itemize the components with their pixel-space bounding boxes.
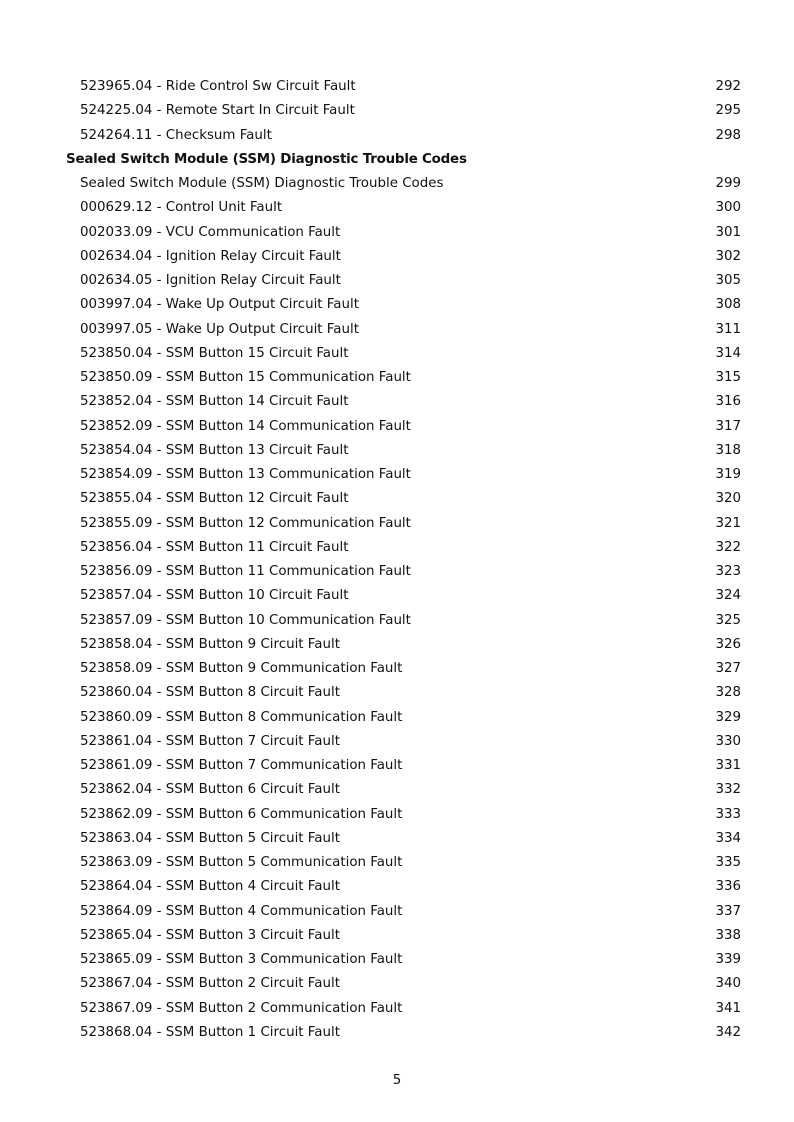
toc-entry-page: 335: [715, 855, 741, 870]
toc-entry-title: 523858.09 - SSM Button 9 Communication Fault: [80, 661, 403, 676]
toc-entry-title: 523868.04 - SSM Button 1 Circuit Fault: [80, 1024, 340, 1040]
toc-entry[interactable]: [0, 463, 794, 487]
toc-entry-page: 317: [715, 418, 741, 434]
toc-entry[interactable]: [0, 487, 794, 511]
toc-entry-page: 322: [715, 539, 741, 555]
toc-entry-page: 323: [715, 564, 741, 579]
toc-entry-page: 329: [715, 709, 741, 725]
toc-entry-page: 299: [715, 176, 741, 191]
toc-entry[interactable]: [0, 439, 794, 463]
toc-entry-page: 331: [715, 758, 741, 773]
toc-entry[interactable]: [0, 706, 794, 730]
toc-entry-title: Sealed Switch Module (SSM) Diagnostic Trouble Codes: [80, 176, 444, 191]
toc-entry-page: 298: [715, 127, 741, 143]
toc-entry-title: 002634.04 - Ignition Relay Circuit Fault: [80, 248, 341, 264]
toc-entry-title: 523862.04 - SSM Button 6 Circuit Fault: [80, 782, 340, 798]
toc-entry[interactable]: [0, 536, 794, 560]
toc-entry[interactable]: [0, 99, 794, 123]
toc-entry-page: 325: [715, 612, 741, 628]
toc-entry-title: Sealed Switch Module (SSM) Diagnostic Trouble Codes: [66, 151, 467, 167]
toc-entry[interactable]: [0, 948, 794, 972]
toc-entry-title: 523867.09 - SSM Button 2 Communication Fault: [80, 1000, 403, 1016]
toc-entry-page: 314: [715, 345, 741, 361]
toc-entry[interactable]: [0, 172, 794, 196]
toc-entry-title: 523855.04 - SSM Button 12 Circuit Fault: [80, 491, 349, 507]
toc-entry[interactable]: [0, 293, 794, 317]
toc-entry-page: 342: [715, 1024, 741, 1040]
toc-entry[interactable]: [0, 730, 794, 754]
toc-entry-title: 523852.09 - SSM Button 14 Communication Fault: [80, 418, 411, 434]
toc-entry-page: 319: [715, 467, 741, 482]
toc-entry-title: 523850.04 - SSM Button 15 Circuit Fault: [80, 345, 349, 361]
toc-entry-page: 301: [715, 224, 741, 240]
toc-entry-page: 341: [715, 1000, 741, 1016]
toc-entry[interactable]: [0, 245, 794, 269]
toc-entry[interactable]: [0, 633, 794, 657]
toc-entry[interactable]: [0, 560, 794, 584]
toc-entry-title: 523852.04 - SSM Button 14 Circuit Fault: [80, 394, 349, 410]
table-of-contents: [0, 75, 794, 1045]
toc-entry[interactable]: [0, 754, 794, 778]
toc-entry[interactable]: [0, 924, 794, 948]
toc-entry-title: 523856.09 - SSM Button 11 Communication Fault: [80, 564, 411, 579]
toc-entry-title: 523856.04 - SSM Button 11 Circuit Fault: [80, 539, 349, 555]
toc-entry-page: 333: [715, 806, 741, 822]
toc-entry-page: 318: [715, 442, 741, 458]
toc-entry-title: 523858.04 - SSM Button 9 Circuit Fault: [80, 636, 340, 652]
page-number: 5: [392, 1073, 402, 1088]
toc-entry-title: 524264.11 - Checksum Fault: [80, 127, 272, 143]
toc-entry-page: 320: [715, 491, 741, 507]
toc-entry[interactable]: [0, 584, 794, 608]
toc-entry[interactable]: [0, 1021, 794, 1045]
toc-entry-page: 338: [715, 927, 741, 943]
toc-entry-page: 305: [715, 273, 741, 288]
toc-entry-page: 300: [715, 200, 741, 216]
toc-entry-title: 523860.04 - SSM Button 8 Circuit Fault: [80, 685, 340, 701]
toc-entry-title: 003997.05 - Wake Up Output Circuit Fault: [80, 321, 359, 337]
toc-entry-title: 002634.05 - Ignition Relay Circuit Fault: [80, 273, 341, 288]
toc-entry-page: 339: [715, 952, 741, 967]
toc-entry-title: 524225.04 - Remote Start In Circuit Fault: [80, 103, 355, 119]
toc-entry-page: 328: [715, 685, 741, 701]
toc-entry-title: 523860.09 - SSM Button 8 Communication Fault: [80, 709, 403, 725]
toc-entry-title: 523850.09 - SSM Button 15 Communication Fault: [80, 370, 411, 385]
toc-entry-page: 336: [715, 879, 741, 895]
toc-entry[interactable]: [0, 390, 794, 414]
toc-entry[interactable]: [0, 269, 794, 293]
toc-entry[interactable]: [0, 75, 794, 99]
toc-entry[interactable]: [0, 778, 794, 802]
toc-entry[interactable]: [0, 972, 794, 996]
toc-entry-page: 302: [715, 248, 741, 264]
toc-entry[interactable]: [0, 900, 794, 924]
toc-section-heading: [0, 148, 794, 172]
toc-entry[interactable]: [0, 657, 794, 681]
toc-entry[interactable]: [0, 875, 794, 899]
toc-entry-page: 326: [715, 636, 741, 652]
toc-entry-page: 308: [715, 297, 741, 313]
toc-entry[interactable]: [0, 681, 794, 705]
toc-entry[interactable]: [0, 512, 794, 536]
toc-entry-title: 523855.09 - SSM Button 12 Communication Fault: [80, 515, 411, 531]
toc-entry-title: 523861.04 - SSM Button 7 Circuit Fault: [80, 733, 340, 749]
toc-entry-page: 332: [715, 782, 741, 798]
toc-entry-title: 523965.04 - Ride Control Sw Circuit Fault: [80, 79, 356, 94]
toc-entry-page: 292: [715, 79, 741, 94]
toc-entry[interactable]: [0, 415, 794, 439]
toc-entry-page: 324: [715, 588, 741, 604]
toc-entry-page: 295: [715, 103, 741, 119]
toc-entry-title: 003997.04 - Wake Up Output Circuit Fault: [80, 297, 359, 313]
toc-entry[interactable]: [0, 366, 794, 390]
toc-entry[interactable]: [0, 851, 794, 875]
toc-entry-page: 340: [715, 976, 741, 992]
toc-entry-title: 523865.04 - SSM Button 3 Circuit Fault: [80, 927, 340, 943]
toc-entry[interactable]: [0, 318, 794, 342]
toc-entry-title: 523862.09 - SSM Button 6 Communication Fault: [80, 806, 403, 822]
toc-entry[interactable]: [0, 342, 794, 366]
toc-entry-title: 523864.09 - SSM Button 4 Communication Fault: [80, 903, 403, 919]
toc-entry[interactable]: [0, 124, 794, 148]
toc-entry-page: 311: [715, 321, 741, 337]
toc-entry-title: 523864.04 - SSM Button 4 Circuit Fault: [80, 879, 340, 895]
toc-entry-page: 321: [715, 515, 741, 531]
toc-entry-title: 523863.04 - SSM Button 5 Circuit Fault: [80, 830, 340, 846]
toc-entry-title: 523863.09 - SSM Button 5 Communication Fault: [80, 855, 403, 870]
toc-entry-page: 316: [715, 394, 741, 410]
toc-entry-page: 327: [715, 661, 741, 676]
toc-entry[interactable]: [0, 997, 794, 1021]
toc-entry[interactable]: [0, 827, 794, 851]
toc-entry-title: 523857.09 - SSM Button 10 Communication Fault: [80, 612, 411, 628]
toc-entry[interactable]: [0, 196, 794, 220]
toc-entry-title: 002033.09 - VCU Communication Fault: [80, 224, 341, 240]
toc-entry-title: 523865.09 - SSM Button 3 Communication Fault: [80, 952, 403, 967]
toc-entry[interactable]: [0, 221, 794, 245]
toc-entry-page: 337: [715, 903, 741, 919]
toc-entry-title: 523854.09 - SSM Button 13 Communication Fault: [80, 467, 411, 482]
toc-entry-title: 523854.04 - SSM Button 13 Circuit Fault: [80, 442, 349, 458]
toc-entry[interactable]: [0, 609, 794, 633]
toc-entry-title: 000629.12 - Control Unit Fault: [80, 200, 283, 216]
toc-entry-title: 523857.04 - SSM Button 10 Circuit Fault: [80, 588, 349, 604]
toc-entry-title: 523861.09 - SSM Button 7 Communication Fault: [80, 758, 403, 773]
toc-entry-title: 523867.04 - SSM Button 2 Circuit Fault: [80, 976, 340, 992]
toc-entry-page: 334: [715, 830, 741, 846]
toc-entry[interactable]: [0, 803, 794, 827]
toc-entry-page: 315: [715, 370, 741, 385]
toc-entry-page: 330: [715, 733, 741, 749]
